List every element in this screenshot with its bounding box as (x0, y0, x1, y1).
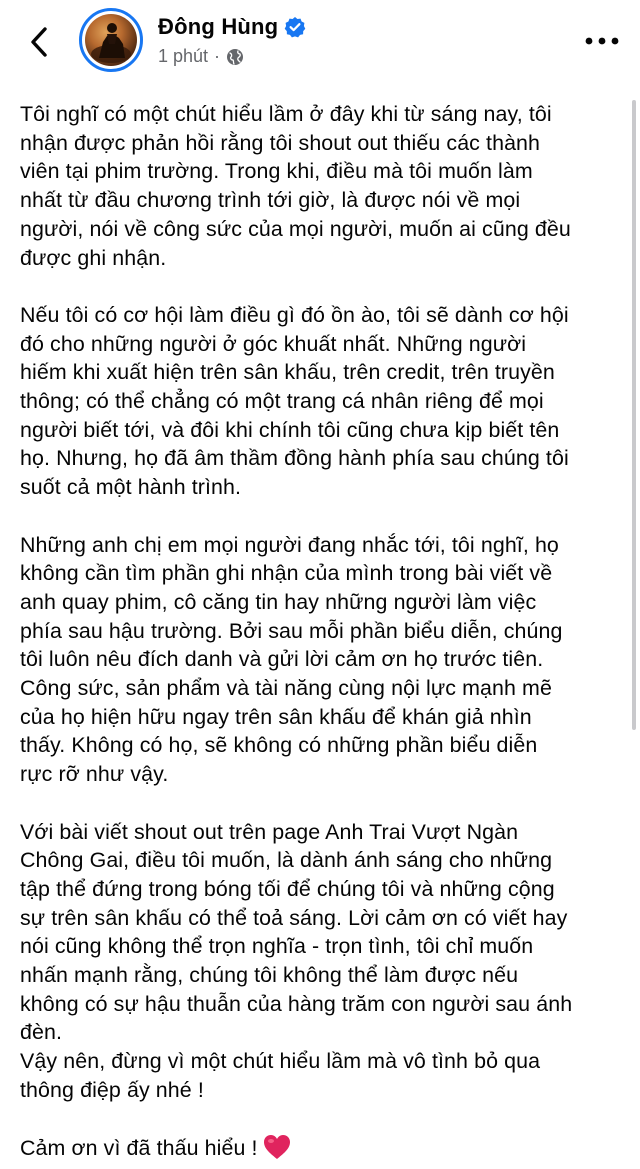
chevron-left-icon (29, 26, 49, 58)
more-options-button[interactable] (582, 26, 622, 56)
red-heart-icon (262, 1133, 292, 1161)
post-timestamp[interactable]: 1 phút (158, 46, 209, 66)
avatar-image (85, 14, 137, 66)
post-meta (158, 46, 244, 67)
author-row (158, 14, 306, 40)
verified-badge-icon (284, 16, 306, 38)
post-paragraph: Với bài viết shout out trên page Anh Trai Vượt Ngàn Chông Gai, điều tôi muốn, là dành ánh sáng cho những tập thể đứng trong bóng tối để chúng tôi và những cộng sự trên sân khấu có thể toả sáng. Lời cảm ơn có viết hay nói cũng không thể trọn nghĩa - trọn tình, tôi chỉ muốn nhấn mạnh rằng, chúng tôi không thể làm được nếu không có sự hậu thuẫn của hàng trăm con người sau ánh đèn. (20, 819, 573, 1045)
post-paragraph: Những anh chị em mọi người đang nhắc tới, tôi nghĩ, họ không cần tìm phần ghi nhận của mình trong bài viết về anh quay phim, cô căng tin hay những người làm việc phía sau hậu trường. Bởi sau mỗi phần biểu diễn, chúng tôi luôn nêu đích danh và gửi lời cảm ơn họ trước tiên. Công sức, sản phẩm và tài năng cùng nội lực mạnh mẽ của họ hiện hữu ngay trên sân khấu để khán giả nhìn thấy. Không có họ, sẽ không có những phần biểu diễn rực rỡ như vậy. (20, 532, 563, 787)
globe-icon[interactable] (226, 48, 244, 66)
avatar[interactable] (79, 8, 143, 72)
post-paragraph: Nếu tôi có cơ hội làm điều gì đó ồn ào, tôi sẽ dành cơ hội đó cho những người ở góc khuất nhất. Những người hiếm khi xuất hiện trên sân khấu, trên credit, trên truyền thông; có thể chẳng có một trang cá nhân riêng để mọi người biết tới, và đôi khi chính tôi cũng chưa kịp biết tên họ. Nhưng, họ đã âm thầm đồng hành phía sau chúng tôi suốt cả một hành trình. (20, 302, 569, 500)
post-body (20, 100, 620, 1163)
post-paragraph: Tôi nghĩ có một chút hiểu lầm ở đây khi từ sáng nay, tôi nhận được phản hồi rằng tôi shout out thiếu các thành viên tại phim trường. Trong khi, điều mà tôi muốn làm nhất từ đầu chương trình tới giờ, là được nói về mọi người, nói về công sức của mọi người, muốn ai cũng đều được ghi nhận. (20, 102, 571, 270)
post-paragraph: Vậy nên, đừng vì một chút hiểu lầm mà vô tình bỏ qua thông điệp ấy nhé ! (20, 1049, 541, 1102)
back-button[interactable] (22, 22, 56, 62)
more-horizontal-icon (585, 37, 619, 45)
post-closing-text: Cảm ơn vì đã thấu hiểu ! (20, 1136, 258, 1161)
meta-separator: · (214, 46, 221, 66)
author-name[interactable]: Đông Hùng (158, 14, 279, 39)
post-closing-line (20, 1133, 620, 1163)
post-header (0, 0, 640, 84)
scrollbar[interactable] (632, 100, 636, 730)
